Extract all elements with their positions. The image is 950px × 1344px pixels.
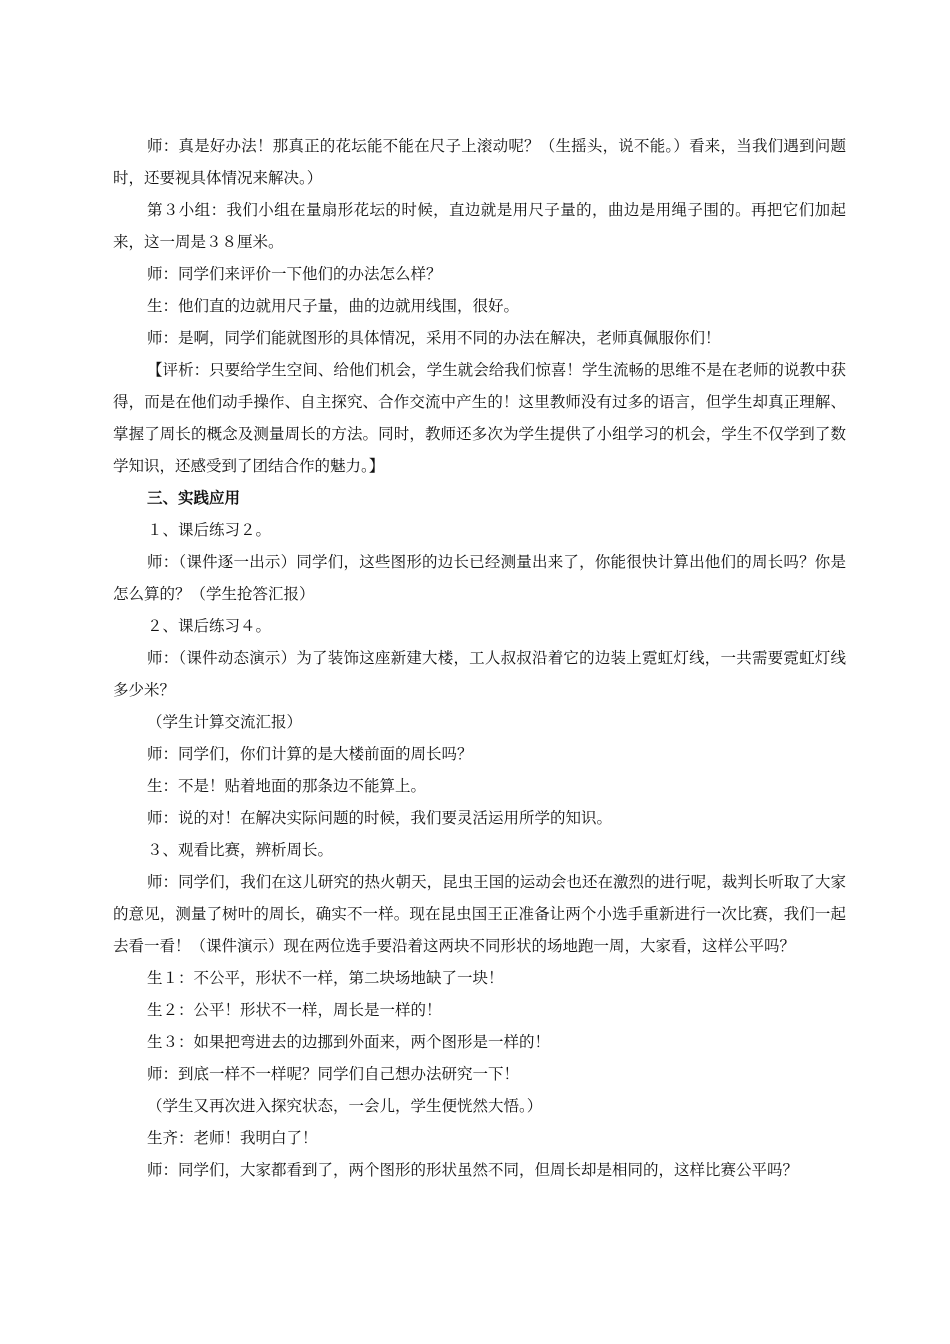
- text-paragraph: 生３：如果把弯进去的边挪到外面来，两个图形是一样的！: [147, 1033, 551, 1051]
- text-paragraph: 师：到底一样不一样呢？同学们自己想办法研究一下！: [147, 1065, 520, 1083]
- text-paragraph: （学生计算交流汇报）: [147, 713, 303, 731]
- text-paragraph: 第３小组：我们小组在量扇形花坛的时候，直边就是用尺子量的，曲边是用绳子围的。再把它们加起来，这一周是３８厘米。: [113, 201, 846, 251]
- text-paragraph: 生：不是！贴着地面的那条边不能算上。: [147, 777, 427, 795]
- text-paragraph: １、课后练习２。: [147, 521, 272, 539]
- text-paragraph: 师：同学们，你们计算的是大楼前面的周长吗？: [147, 745, 473, 763]
- text-paragraph: 师：同学们，我们在这儿研究的热火朝天，昆虫王国的运动会也还在激烈的进行呢，裁判长听取了大家的意见，测量了树叶的周长，确实不一样。现在昆虫国王正准备让两个小选手重新进行一次比赛，我们一起去看一看！（课件演示）现在两位选手要沿着这两块不同形状的场地跑一周，大家看，这样公平吗？: [113, 873, 846, 955]
- text-paragraph: 生１：不公平，形状不一样，第二块场地缺了一块！: [147, 969, 504, 987]
- text-paragraph: 生齐：老师！我明白了！: [147, 1129, 318, 1147]
- section-heading: 三、实践应用: [147, 488, 241, 507]
- text-paragraph: 师：真是好办法！那真正的花坛能不能在尺子上滚动呢？（生摇头，说不能。）看来，当我们遇到问题时，还要视具体情况来解决。）: [113, 137, 846, 187]
- text-paragraph: 生２：公平！形状不一样，周长是一样的！: [147, 1001, 442, 1019]
- text-paragraph: ２、课后练习４。: [147, 617, 272, 635]
- text-paragraph: （学生又再次进入探究状态，一会儿，学生便恍然大悟。）: [147, 1097, 543, 1115]
- text-paragraph: ３、观看比赛，辨析周长。: [147, 841, 334, 859]
- text-paragraph: 师：是啊，同学们能就图形的具体情况，采用不同的办法在解决，老师真佩服你们！: [147, 329, 721, 347]
- text-paragraph: 【评析：只要给学生空间、给他们机会，学生就会给我们惊喜！学生流畅的思维不是在老师的说教中获得，而是在他们动手操作、自主探究、合作交流中产生的！这里教师没有过多的语言，但学生却真正理解、掌握了周长的概念及测量周长的方法。同时，教师还多次为学生提供了小组学习的机会，学生不仅学到了数学知识，还感受到了团结合作的魅力。】: [113, 361, 846, 475]
- text-paragraph: 师：同学们，大家都看到了，两个图形的形状虽然不同，但周长却是相同的，这样比赛公平吗？: [147, 1161, 799, 1179]
- text-paragraph: 师：（课件动态演示）为了装饰这座新建大楼，工人叔叔沿着它的边装上霓虹灯线，一共需要霓虹灯线多少米？: [113, 649, 846, 699]
- text-paragraph: 师：同学们来评价一下他们的办法怎么样？: [147, 265, 442, 283]
- text-paragraph: 师：（课件逐一出示）同学们，这些图形的边长已经测量出来了，你能很快计算出他们的周长吗？你是怎么算的？（学生抢答汇报）: [113, 553, 846, 603]
- text-paragraph: 生：他们直的边就用尺子量，曲的边就用线围，很好。: [147, 297, 520, 315]
- document-page: [113, 130, 846, 1186]
- text-paragraph: 师：说的对！在解决实际问题的时候，我们要灵活运用所学的知识。: [147, 809, 613, 827]
